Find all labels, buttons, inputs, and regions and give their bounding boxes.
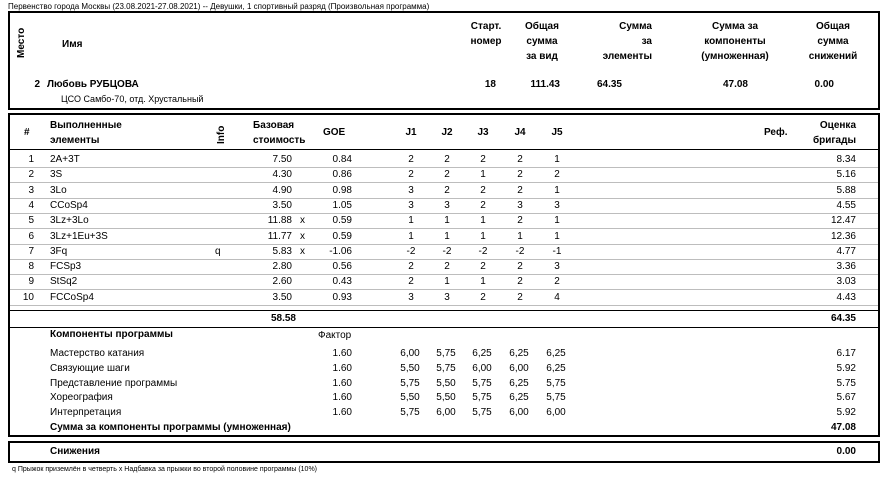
element-judge-j2: 2: [444, 169, 450, 181]
element-score: 4.43: [836, 291, 856, 303]
event-title: Первенство города Москвы (23.08.2021-27.08.2021) -- Девушки, 1 спортивный разряд (Произвольная программа): [8, 2, 430, 11]
element-num: 7: [28, 245, 34, 257]
element-judge-j2: 2: [444, 184, 450, 196]
element-num: 2: [28, 169, 34, 181]
element-goe: 0.86: [332, 169, 352, 181]
table-row-divider: [10, 259, 878, 260]
component-judge-j4: 6,25: [509, 377, 529, 389]
element-num: 10: [22, 291, 34, 303]
element-judge-j4: 2: [517, 154, 523, 165]
components-total-score: 47.08: [830, 422, 856, 433]
skater-name: Любовь РУБЦОВА: [47, 79, 139, 90]
element-judge-j4: 2: [517, 215, 523, 227]
table-row-divider: [10, 198, 878, 199]
element-goe: 0.93: [332, 291, 352, 303]
element-goe: 0.43: [332, 276, 352, 288]
elements-header-info: Info: [216, 125, 227, 144]
element-judge-j1: 3: [408, 199, 414, 211]
element-name: 3Fq: [50, 245, 68, 257]
element-judge-j3: 2: [480, 291, 486, 303]
element-judge-j4: 3: [517, 199, 523, 211]
deductions-value: 0.00: [836, 446, 856, 457]
element-judge-j3: 1: [480, 276, 486, 288]
component-judge-j2: 5,50: [436, 377, 456, 389]
element-judge-j5: 1: [554, 230, 560, 242]
component-judge-j2: 5,75: [436, 348, 456, 359]
component-score: 5.92: [836, 407, 856, 419]
component-judge-j3: 5,75: [472, 392, 492, 404]
elements-header-base: Базовая стоимость: [253, 120, 306, 146]
element-judge-j4: 1: [517, 230, 523, 242]
header-place: Место: [16, 27, 27, 58]
component-factor: 1.60: [332, 348, 352, 359]
element-judge-j2: 2: [444, 261, 450, 273]
component-factor: 1.60: [332, 392, 352, 404]
elements-header-element: Выполненные элементы: [50, 120, 122, 146]
element-judge-j3: 1: [480, 169, 486, 181]
element-base: 4.90: [272, 184, 292, 196]
element-score: 4.55: [836, 199, 856, 211]
skater-total: 111.43: [530, 79, 560, 90]
elements-header-num: #: [24, 127, 30, 138]
element-judge-j5: 2: [554, 169, 560, 181]
element-mark: x: [300, 215, 305, 227]
header-total: Общая сумма за вид: [525, 21, 559, 62]
component-name: Интерпретация: [50, 407, 122, 419]
component-judge-j3: 6,00: [472, 362, 492, 374]
skater-deductions: 0.00: [814, 79, 834, 90]
element-judge-j3: 2: [480, 199, 486, 211]
element-name: 3Lz+3Lo: [50, 215, 89, 227]
element-num: 8: [28, 261, 34, 273]
element-judge-j5: 3: [554, 199, 560, 211]
element-num: 6: [28, 230, 34, 242]
element-judge-j2: 1: [444, 276, 450, 288]
element-judge-j1: 1: [408, 230, 414, 242]
element-mark: x: [300, 230, 305, 242]
element-judge-j3: 2: [480, 184, 486, 196]
component-judge-j3: 5,75: [472, 407, 492, 419]
element-judge-j1: 1: [408, 215, 414, 227]
element-base: 5.83: [272, 245, 292, 257]
element-judge-j5: 2: [554, 276, 560, 288]
element-judge-j2: -2: [442, 245, 452, 257]
element-base: 11.77: [267, 230, 292, 242]
element-judge-j2: 1: [444, 230, 450, 242]
table-row-divider: [10, 289, 878, 290]
header-start-no: Старт. номер: [470, 21, 502, 47]
elements-total-score: 64.35: [830, 313, 856, 324]
header-deductions: Общая сумма снижений: [808, 21, 858, 62]
skater-club: ЦСО Самбо-70, отд. Хрустальный: [61, 94, 204, 104]
element-judge-j3: 2: [480, 261, 486, 273]
elements-header-j5: J5: [551, 127, 563, 138]
component-judge-j4: 6,00: [509, 407, 529, 419]
components-total-label: Сумма за компоненты программы (умноженная): [50, 422, 291, 433]
component-judge-j3: 5,75: [472, 377, 492, 389]
component-factor: 1.60: [332, 362, 352, 374]
component-judge-j1: 5,50: [400, 392, 420, 404]
component-judge-j1: 5,50: [400, 362, 420, 374]
component-judge-j4: 6,25: [509, 348, 529, 359]
component-judge-j4: 6,00: [509, 362, 529, 374]
footnote: q Прыжок приземлён в четверть x Надбавка за прыжки во второй половине программы (10%): [12, 466, 318, 473]
element-judge-j5: 4: [554, 291, 560, 303]
component-judge-j2: 5,50: [436, 392, 456, 404]
elements-header-ref: Реф.: [764, 127, 788, 138]
elements-total-base: 58.58: [270, 313, 296, 324]
table-row-divider: [10, 244, 878, 245]
component-score: 5.75: [836, 377, 856, 389]
component-judge-j2: 5,75: [436, 362, 456, 374]
component-judge-j5: 5,75: [546, 377, 566, 389]
element-score: 12.47: [830, 215, 856, 227]
element-name: 3Lo: [50, 184, 67, 196]
header-components-sum: Сумма за компоненты (умноженная): [701, 21, 769, 62]
element-score: 5.16: [836, 169, 856, 181]
component-judge-j5: 6,25: [546, 362, 566, 374]
component-judge-j2: 6,00: [436, 407, 456, 419]
component-judge-j5: 6,00: [546, 407, 566, 419]
element-goe: -1.06: [329, 245, 352, 257]
element-score: 3.36: [836, 261, 856, 273]
element-judge-j4: 2: [517, 184, 523, 196]
element-name: 3S: [50, 169, 63, 181]
component-score: 6.17: [836, 348, 856, 359]
component-judge-j4: 6,25: [509, 392, 529, 404]
component-judge-j1: 6,00: [400, 348, 420, 359]
element-name: 2A+3T: [50, 154, 80, 165]
table-row-divider: [10, 167, 878, 168]
element-base: 11.88: [267, 215, 292, 227]
table-row-divider: [10, 228, 878, 229]
element-score: 3.03: [836, 276, 856, 288]
element-judge-j4: 2: [517, 261, 523, 273]
element-judge-j5: -1: [552, 245, 562, 257]
element-goe: 1.05: [332, 199, 352, 211]
elements-header-goe: GOE: [323, 127, 346, 138]
element-score: 12.36: [830, 230, 856, 242]
element-judge-j3: 1: [480, 215, 486, 227]
component-judge-j5: 6,25: [546, 348, 566, 359]
elements-header-score: Оценка бригады: [812, 120, 856, 146]
component-name: Представление программы: [50, 377, 178, 389]
element-judge-j1: -2: [406, 245, 416, 257]
elements-header-j2: J2: [441, 127, 453, 138]
element-score: 5.88: [836, 184, 856, 196]
element-judge-j4: 2: [517, 276, 523, 288]
component-judge-j5: 5,75: [546, 392, 566, 404]
element-base: 2.80: [272, 261, 292, 273]
element-judge-j3: 2: [480, 154, 486, 165]
elements-header-j1: J1: [405, 127, 417, 138]
deductions-label: Снижения: [50, 446, 100, 457]
element-num: 4: [28, 199, 34, 211]
header-elements-sum: Сумма за элементы: [602, 21, 652, 62]
skater-start-no: 18: [484, 79, 496, 90]
element-name: FCSp3: [50, 261, 82, 273]
element-num: 3: [28, 184, 34, 196]
element-goe: 0.59: [332, 215, 352, 227]
element-base: 2.60: [272, 276, 292, 288]
element-num: 5: [28, 215, 34, 227]
element-goe: 0.84: [332, 154, 352, 165]
element-score: 4.77: [836, 245, 856, 257]
skater-components-sum: 47.08: [722, 79, 748, 90]
header-name: Имя: [62, 39, 83, 50]
component-score: 5.67: [836, 392, 856, 404]
element-judge-j4: 2: [517, 169, 523, 181]
element-name: StSq2: [50, 276, 78, 288]
components-title: Компоненты программы: [50, 329, 173, 340]
element-judge-j1: 2: [408, 261, 414, 273]
element-judge-j1: 2: [408, 276, 414, 288]
element-info: q: [215, 245, 221, 257]
skater-elements-sum: 64.35: [596, 79, 622, 90]
component-score: 5.92: [836, 362, 856, 374]
components-factor-header: Фактор: [318, 330, 352, 341]
component-factor: 1.60: [332, 377, 352, 389]
element-judge-j2: 2: [444, 154, 450, 165]
component-judge-j1: 5,75: [400, 377, 420, 389]
element-judge-j2: 3: [444, 199, 450, 211]
element-judge-j4: 2: [517, 291, 523, 303]
component-name: Связующие шаги: [50, 362, 130, 374]
element-num: 9: [28, 276, 34, 288]
element-goe: 0.56: [332, 261, 352, 273]
element-goe: 0.98: [332, 184, 352, 196]
element-judge-j1: 2: [408, 154, 414, 165]
element-judge-j3: -2: [478, 245, 488, 257]
element-judge-j1: 3: [408, 184, 414, 196]
component-name: Хореография: [50, 392, 113, 404]
elements-header-j4: J4: [514, 127, 526, 138]
component-judge-j1: 5,75: [400, 407, 420, 419]
element-base: 3.50: [272, 199, 292, 211]
element-judge-j4: -2: [515, 245, 525, 257]
element-base: 4.30: [272, 169, 292, 181]
element-judge-j5: 3: [554, 261, 560, 273]
table-row-divider: [10, 274, 878, 275]
element-name: 3Lz+1Eu+3S: [50, 230, 108, 242]
element-judge-j5: 1: [554, 154, 560, 165]
element-mark: x: [300, 245, 305, 257]
element-judge-j1: 3: [408, 291, 414, 303]
component-judge-j3: 6,25: [472, 348, 492, 359]
element-base: 7.50: [272, 154, 292, 165]
component-factor: 1.60: [332, 407, 352, 419]
deductions-box: [8, 441, 880, 463]
table-row-divider: [10, 182, 878, 183]
element-judge-j3: 1: [480, 230, 486, 242]
element-name: CCoSp4: [50, 199, 88, 211]
element-judge-j2: 1: [444, 215, 450, 227]
element-goe: 0.59: [332, 230, 352, 242]
table-row-divider: [10, 213, 878, 214]
component-name: Мастерство катания: [50, 348, 145, 359]
element-base: 3.50: [272, 291, 292, 303]
skater-place: 2: [34, 79, 40, 90]
table-row-divider: [10, 305, 878, 306]
element-num: 1: [28, 154, 34, 165]
elements-header-j3: J3: [477, 127, 489, 138]
element-judge-j5: 1: [554, 184, 560, 196]
element-score: 8.34: [836, 154, 856, 165]
element-judge-j1: 2: [408, 169, 414, 181]
element-judge-j2: 3: [444, 291, 450, 303]
element-name: FCCoSp4: [50, 291, 94, 303]
element-judge-j5: 1: [554, 215, 560, 227]
